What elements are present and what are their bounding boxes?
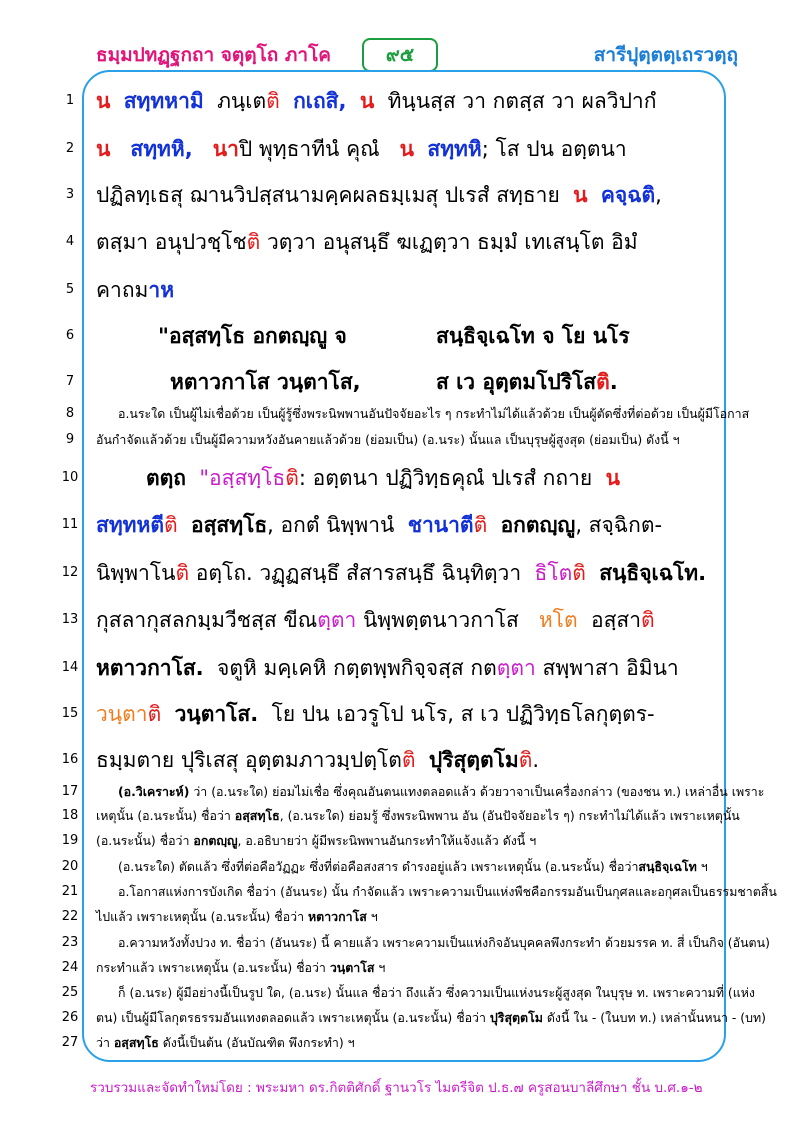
translation-term: วนฺตาโส xyxy=(329,960,375,975)
line-number: 10 xyxy=(61,470,79,485)
translation-text: (อ.นระใด) ตัดแล้ว ซึ่งที่ต่อคือวัฏฏะ ซึ่งที่ต่อคือสงสาร ดำรงอยู่แล้ว เพราะเหตุนั้น (อ.นระนั้น) ชื่อว่า xyxy=(118,859,639,874)
pali-line-3 xyxy=(96,180,722,210)
verse-line-1b: สนฺธิจฺเฉโท จ โย นโร xyxy=(436,324,630,348)
translation-text: กระทำแล้ว เพราะเหตุนั้น (อ.นระนั้น) ชื่อว่า xyxy=(96,960,330,975)
pali-text: ตสฺมา อนุปวชฺโช xyxy=(96,230,247,254)
pali-word: สทฺทหิ, xyxy=(130,137,193,161)
pali-word: สทฺทหามิ xyxy=(123,89,204,113)
pali-word: ชานาตี xyxy=(407,513,474,537)
pali-text: , สจฺฉิกต- xyxy=(575,513,663,537)
pali-word: สทฺทหตี xyxy=(96,513,164,537)
pali-word: ธิโต xyxy=(534,561,573,585)
line-number: 24 xyxy=(61,960,79,975)
pali-text: ทินฺนสฺส วา กตสฺส วา ผลวิปากํ xyxy=(387,89,657,113)
pali-line-14 xyxy=(96,653,722,683)
line-number: 3 xyxy=(65,187,75,202)
translation-line-19 xyxy=(96,832,722,850)
header-book-title: ธมฺมปทฏฺฐกถา จตุตฺโถ ภาโค xyxy=(96,44,332,66)
pali-particle: ติ xyxy=(285,466,299,490)
line-number: 18 xyxy=(61,808,79,823)
translation-line-8: อ.นระใด เป็นผู้ไม่เชื่อด้วย เป็นผู้รู้ซึ่งพระนิพพานอันปัจจัยอะไร ๆ กระทำไม่ได้แล้วด้วย เป็นผู้ตัดซึ่งที่ต่อด้วย เป็นผู้มีโอกาส xyxy=(118,406,750,421)
pali-text: ธมฺมตาย ปุริเสสุ อุตฺตมภาวมฺปตฺโต xyxy=(96,748,402,772)
line-number: 14 xyxy=(61,660,79,675)
translation-line-25: ก็ (อ.นระ) ผู้มีอย่างนี้เป็นรูป ใด, (อ.นระ) นั้นแล ชื่อว่า ถึงแล้ว ซึ่งความเป็นแห่งนระผู้สูงสุด ในบุรุษ ท. เพราะความที่ (แห่ง xyxy=(118,985,755,1000)
line-number: 27 xyxy=(61,1035,79,1050)
translation-text: ว่า xyxy=(96,1035,114,1050)
verse-line-1a: "อสฺสทฺโธ อกตญฺญู จ xyxy=(158,324,347,348)
pali-particle: ติ xyxy=(572,561,586,585)
translation-text: , (อ.นระใด) ย่อมรู้ ซึ่งพระนิพพาน อัน (อันปัจจัยอะไร ๆ) กระทำไม่ได้แล้ว เพราะเหตุนั้น xyxy=(279,808,740,823)
line-number: 16 xyxy=(61,752,79,767)
pali-word: ปุริสุตฺตโม xyxy=(428,748,519,772)
pali-text: ส เว อุตฺตมโปริโส xyxy=(436,370,597,394)
line-number: 2 xyxy=(65,141,75,156)
line-number: 25 xyxy=(61,985,79,1000)
line-number: 8 xyxy=(65,406,75,421)
pali-particle: ติ xyxy=(246,230,261,254)
translation-line-9: อันกำจัดแล้วด้วย เป็นผู้มีความหวังอันคายแล้วด้วย (ย่อมเป็น) (อ.นระ) นั้นแล เป็นบุรุษผู้สูงสุด (ย่อมเป็น) ดังนี้ ฯ xyxy=(96,432,680,447)
line-number: 6 xyxy=(65,328,75,343)
pali-word: น xyxy=(399,137,415,161)
translation-line-20 xyxy=(118,858,744,876)
pali-particle: ตฺตา xyxy=(496,656,536,680)
translation-line-27 xyxy=(96,1034,722,1052)
pali-word: วนฺตา xyxy=(96,702,148,726)
line-number: 9 xyxy=(65,432,75,447)
pali-word: ตตฺถ xyxy=(146,466,186,490)
pali-line-16 xyxy=(96,745,722,775)
page-number-badge: ๙๕ xyxy=(362,38,438,72)
pali-text: : อตฺตนา ปฏิวิทฺธคุณํ ปเรสํ กถาย xyxy=(298,466,593,490)
pali-text: กุสลากุสลกมฺมวีชสฺส ขีณ xyxy=(96,608,318,632)
translation-text: (อ.นระนั้น) ชื่อว่า xyxy=(96,833,194,848)
pali-line-13 xyxy=(96,605,722,635)
translation-line-18 xyxy=(96,807,740,825)
translation-line-24 xyxy=(96,959,722,977)
pali-particle: ติ xyxy=(518,748,533,772)
pali-line-15 xyxy=(96,699,722,729)
translation-text: ไปแล้ว เพราะเหตุนั้น (อ.นระนั้น) ชื่อว่า xyxy=(96,909,308,924)
translation-term: (อ.วิเคราะห์) xyxy=(118,784,190,799)
line-number: 13 xyxy=(61,612,79,627)
pali-word: อกตญฺญู xyxy=(500,513,576,537)
translation-term: หตาวกาโส xyxy=(307,909,367,924)
translation-line-23: อ.ความหวังทั้งปวง ท. ชื่อว่า (อันนระ) นี้ คายแล้ว เพราะความเป็นแห่งกิจอันบุคคลพึงกระทำ ด้วยมรรค ท. สี่ เป็นกิจ (อันตน) xyxy=(118,935,770,950)
line-number: 21 xyxy=(61,884,79,899)
translation-text: ฯ xyxy=(374,960,386,975)
pali-line-12 xyxy=(96,558,722,588)
pali-particle: ติ xyxy=(641,608,655,632)
pali-line-1 xyxy=(96,86,722,116)
pali-punct: . xyxy=(609,370,618,394)
pali-particle: ติ xyxy=(473,513,488,537)
pali-word: ภนฺเต xyxy=(217,89,267,113)
pali-text: นิพฺพาโน xyxy=(96,561,176,585)
pali-word: หโต xyxy=(538,608,578,632)
line-number: 22 xyxy=(61,909,79,924)
translation-term: อสฺสทฺโธ xyxy=(113,1035,159,1050)
pali-word: น xyxy=(359,89,375,113)
pali-text: , อกตํ นิพฺพานํ xyxy=(267,513,395,537)
translation-line-22 xyxy=(96,908,722,926)
line-number: 4 xyxy=(65,234,75,249)
translation-text: ตน) เป็นผู้มีโลกุตรธรรมอันแทงตลอดแล้ว เพราะเหตุนั้น (อ.นระนั้น) ชื่อว่า xyxy=(96,1010,490,1025)
line-number: 1 xyxy=(65,93,75,108)
translation-line-21: อ.โอกาสแห่งการบังเกิด ชื่อว่า (อันนระ) นั้น กำจัดแล้ว เพราะความเป็นแห่งพืชคือกรรมอันเป็นกุศลและอกุศลเป็นธรรมชาตสิ้น xyxy=(118,884,777,899)
pali-word: นา xyxy=(212,137,239,161)
translation-line-17 xyxy=(118,783,765,801)
line-number: 26 xyxy=(61,1010,79,1025)
translation-text: ดังนี้เป็นต้น (อันบัณฑิต พึงกระทำ) ฯ xyxy=(158,1035,355,1050)
pali-text: คาถม xyxy=(96,278,149,302)
pali-text: อสฺสา xyxy=(590,608,642,632)
pali-word: หตาวกาโส. xyxy=(96,656,204,680)
pali-text: นิพฺพตฺตนาวกาโส xyxy=(356,608,519,632)
header-story-title: สารีปุตฺตตฺเถรวตฺถุ xyxy=(593,44,738,66)
pali-word: อสฺสทฺโธ xyxy=(190,513,268,537)
line-number: 15 xyxy=(61,706,79,721)
translation-term: อกตญฺญู xyxy=(193,833,238,848)
pali-word: สทฺทหิ xyxy=(427,137,482,161)
translation-term: อสฺสทฺโธ xyxy=(234,808,280,823)
pali-text: โย ปน เอวรูโป นโร, ส เว ปฏิวิทฺธโลกุตฺตร- xyxy=(271,702,655,726)
pali-text: ปิ พุทฺธาทีนํ คุณํ xyxy=(238,137,380,161)
pali-text: สพฺพาสา อิมินา xyxy=(535,656,679,680)
line-number: 12 xyxy=(61,565,79,580)
pali-word: กเถสิ, xyxy=(293,89,347,113)
translation-text: ฯ xyxy=(366,909,378,924)
pali-text: ; โส ปน อตฺตนา xyxy=(481,137,627,161)
footer-credit: รวบรวมและจัดทำใหม่โดย : พระมหา ดร.กิตติศักดิ์ ฐานวโร ไมตรีจิต ป.ธ.๗ ครูสอนบาลีศึกษา ชั้น บ.ศ.๑-๒ xyxy=(90,1080,703,1096)
translation-text: เหตุนั้น (อ.นระนั้น) ชื่อว่า xyxy=(96,808,235,823)
pali-punct: . xyxy=(532,748,540,772)
pali-particle: ตฺตา xyxy=(317,608,357,632)
pali-particle: ติ xyxy=(175,561,190,585)
line-number: 17 xyxy=(61,784,79,799)
pali-word: น xyxy=(96,89,111,113)
translation-text: ว่า (อ.นระใด) ย่อมไม่เชื่อ ซึ่งคุณอันตนแทงตลอดแล้ว ด้วยวาจาเป็นเครื่องกล่าว (ของชน ท.) เหล่าอื่น เพราะ xyxy=(189,784,765,799)
pali-text: จตูหิ มคฺเคหิ กตฺตพฺพกิจฺจสฺส กต xyxy=(217,656,497,680)
pali-particle: ติ xyxy=(266,89,280,113)
pali-particle: ติ xyxy=(401,748,416,772)
line-number: 23 xyxy=(61,935,79,950)
pali-particle: ติ xyxy=(147,702,162,726)
pali-line-10 xyxy=(146,463,722,493)
verse-line-2b xyxy=(436,367,800,397)
line-number: 20 xyxy=(61,859,79,874)
translation-text: ดังนี้ ใน - (ในบท ท.) เหล่านั้นหนา - (บท) xyxy=(542,1010,766,1025)
verse-line-2a: หตาวกาโส วนฺตาโส, xyxy=(170,370,361,394)
translation-term: สนฺธิจฺเฉโท xyxy=(638,859,697,874)
translation-line-26 xyxy=(96,1009,766,1027)
pali-word: น xyxy=(96,137,111,161)
pali-word: าห xyxy=(148,278,175,302)
line-number: 19 xyxy=(61,833,79,848)
pali-particle: ติ xyxy=(163,513,178,537)
line-number: 7 xyxy=(65,374,75,389)
pali-line-5 xyxy=(96,275,722,305)
pali-line-2 xyxy=(96,134,722,164)
line-number: 11 xyxy=(61,517,79,532)
translation-term: ปุริสุตฺตโม xyxy=(489,1010,543,1025)
pali-line-11 xyxy=(96,510,722,540)
pali-text: วตฺวา อนุสนฺธึ ฆเฏตฺวา ธมฺมํ เทเสนฺโต อิมํ xyxy=(260,230,638,254)
pali-word: คจฺฉติ xyxy=(600,183,656,207)
pali-word: น xyxy=(573,183,588,207)
pali-word: น xyxy=(605,466,620,490)
pali-punct: , xyxy=(655,183,662,207)
pali-word: สนฺธิจฺเฉโท. xyxy=(599,561,707,585)
pali-word: "อสฺสทฺโธ xyxy=(199,466,286,490)
translation-text: , อ.อธิบายว่า ผู้มีพระนิพพานอันกระทำให้แจ้งแล้ว ดังนี้ ฯ xyxy=(237,833,537,848)
line-number: 5 xyxy=(65,282,75,297)
pali-word: วนฺตาโส. xyxy=(174,702,259,726)
pali-text: อตฺโถ. วฏฺฏสนฺธึ สํสารสนฺธึ ฉินฺทิตฺวา xyxy=(189,561,522,585)
translation-text: ฯ xyxy=(696,859,708,874)
pali-particle: ติ xyxy=(596,370,610,394)
pali-line-4 xyxy=(96,227,722,257)
pali-text: ปฏิลทฺเธสุ ฌานวิปสฺสนามคฺคผลธมฺเมสุ ปเรสํ สทฺธาย xyxy=(96,183,560,207)
